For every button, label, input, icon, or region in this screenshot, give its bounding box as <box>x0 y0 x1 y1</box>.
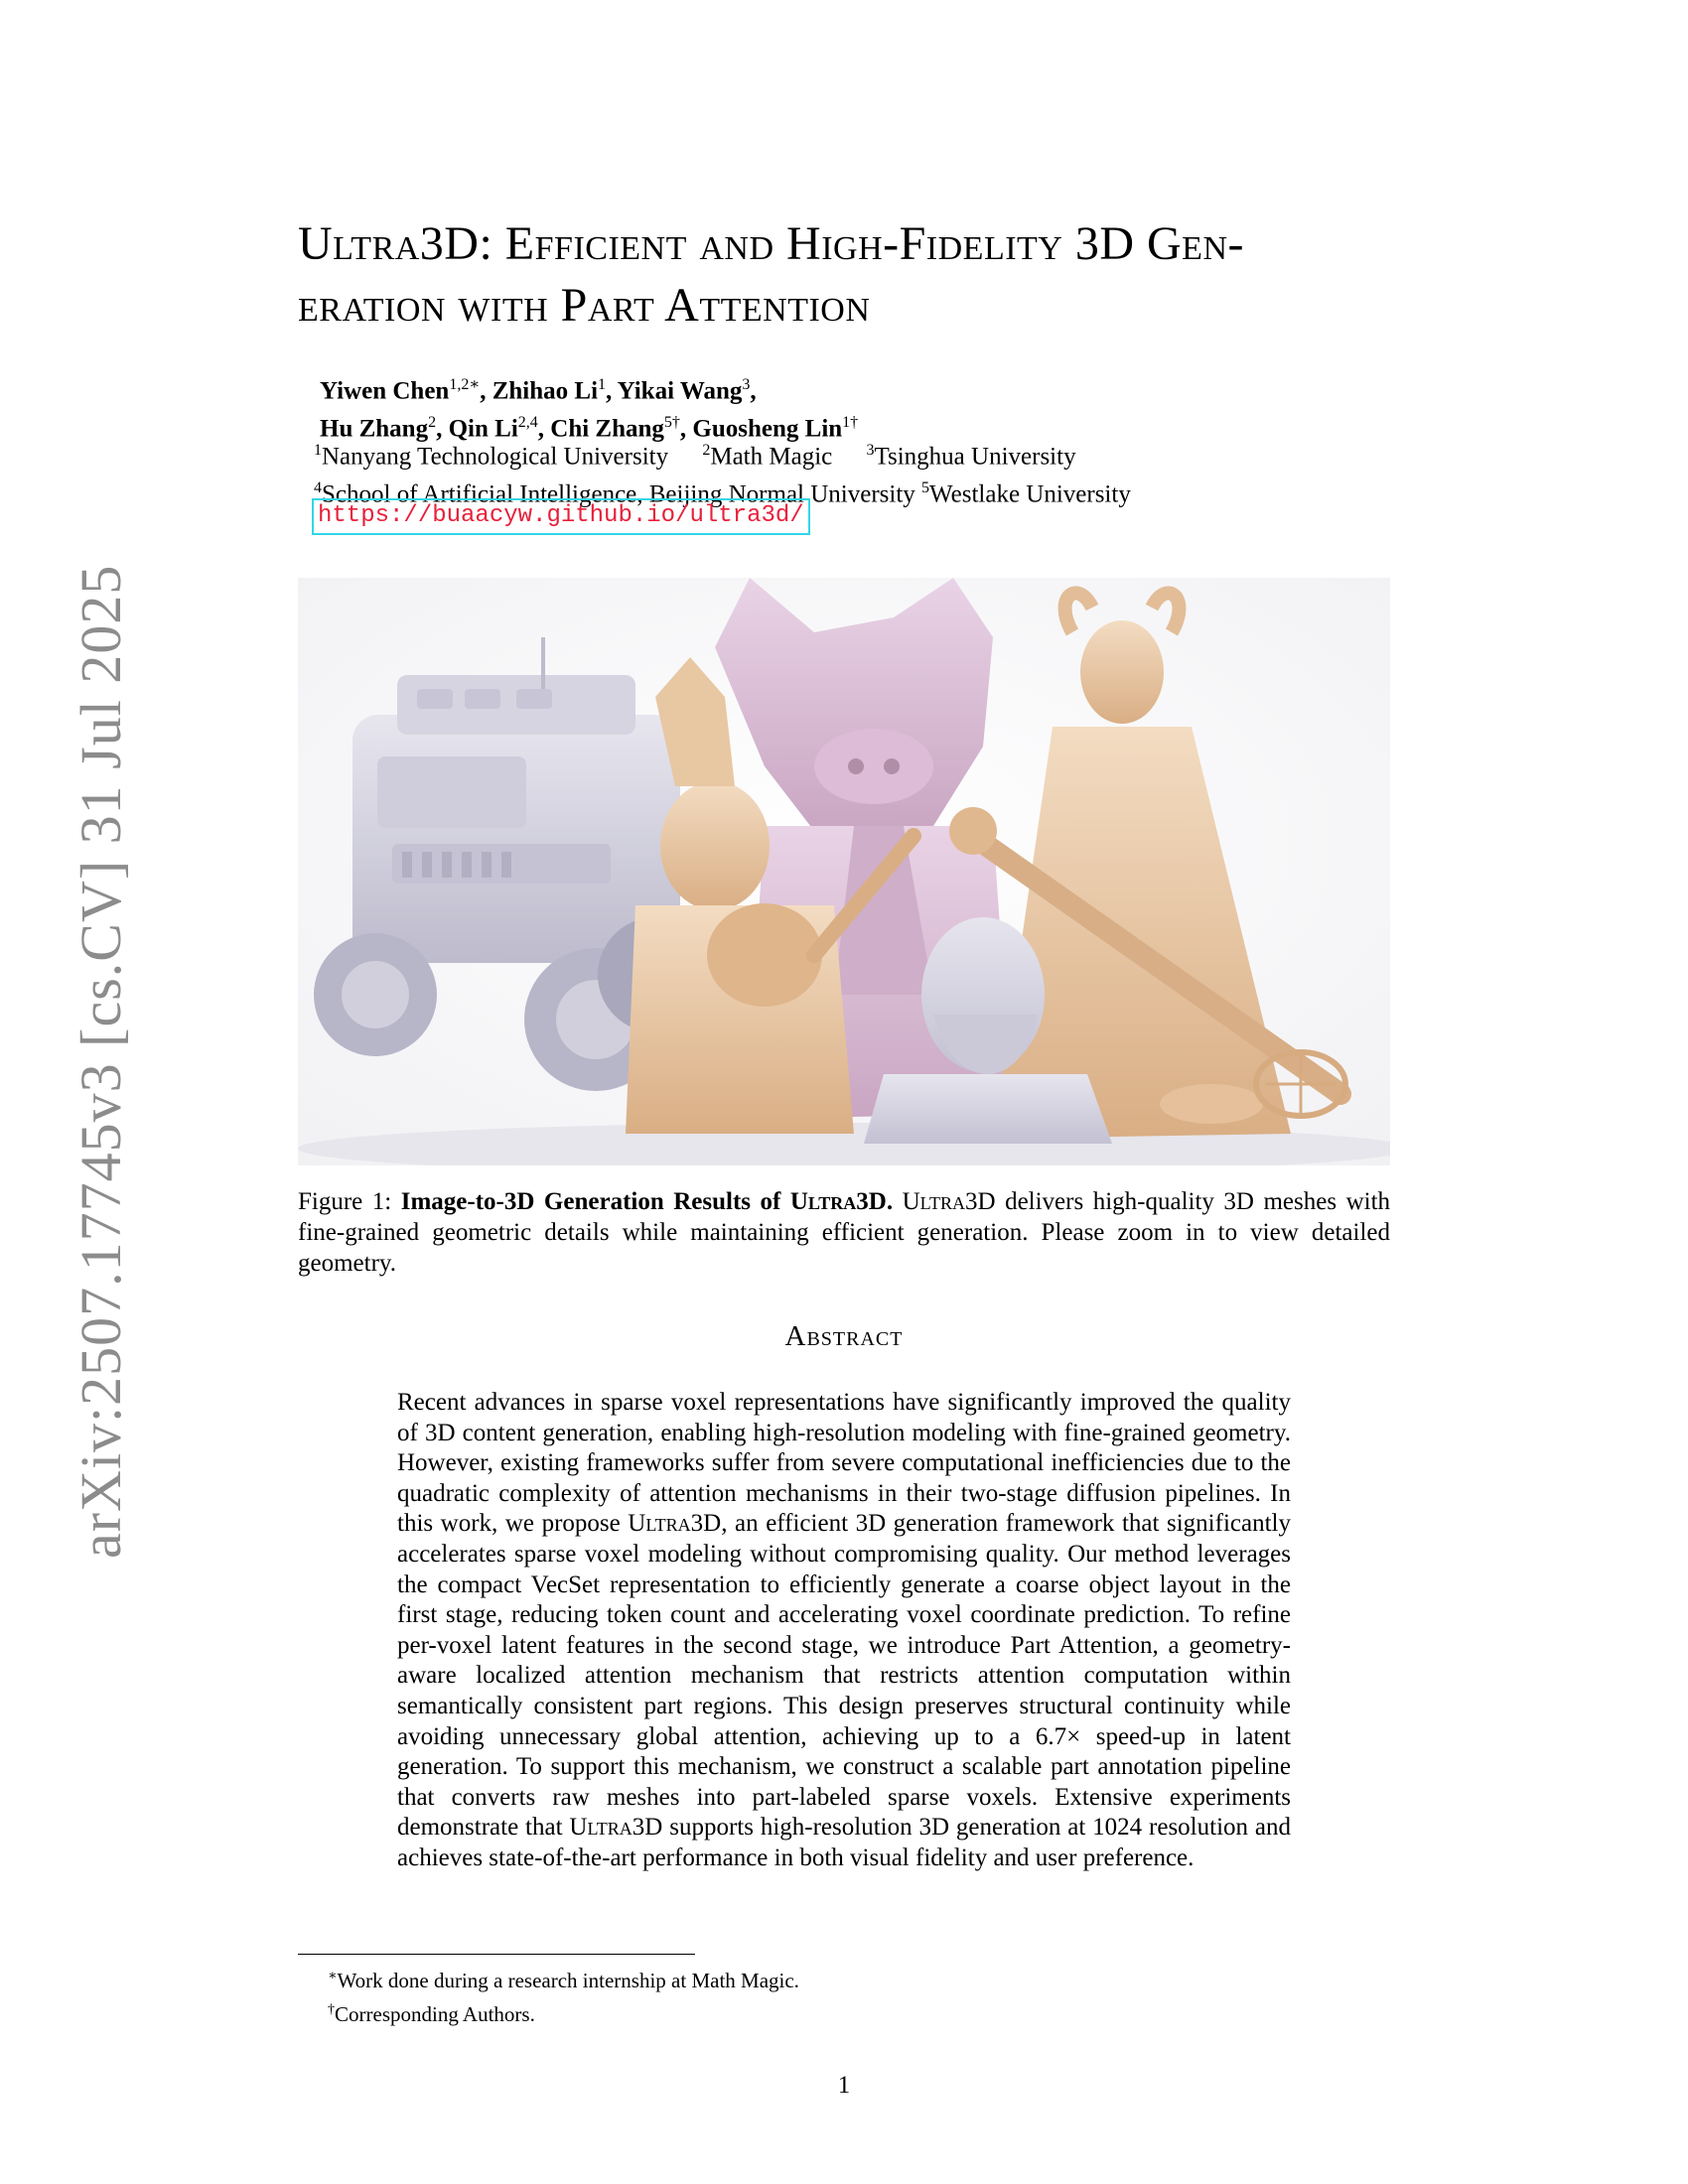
title-line-2: eration with Part Attention <box>298 279 871 332</box>
figure-caption-title: Image-to-3D Generation Results of Ultra3D. <box>400 1188 894 1215</box>
teaser-figure <box>298 578 1390 1165</box>
author-affil: 1,2∗ <box>449 376 481 393</box>
author-name: Yikai Wang <box>617 377 743 405</box>
affiliation: School of Artificial Intelligence, Beijing Normal University <box>322 480 915 508</box>
author-name: Guosheng Lin <box>692 415 843 443</box>
author-affil: 3 <box>742 376 751 393</box>
project-url-link[interactable]: https://buaacyw.github.io/ultra3d/ <box>312 498 810 535</box>
affiliation: Westlake University <box>929 480 1131 508</box>
teaser-render-image <box>298 578 1390 1165</box>
footnote: ∗Work done during a research internship at Math Magic. <box>328 1969 799 1992</box>
author-list: Yiwen Chen$^{1,2∗}$, Zhihao Li$^1$, Yikai Wang$^3$, Hu Zhang$^2$, Qin Li$^{2,4}$, Chi Zhang$^{5\dagger}$, Guosheng Lin$^{1\dagger}$ <box>320 376 859 443</box>
figure-caption-body: delivers high-quality 3D meshes with fine-grained geometric details while maintaining efficient generation. Please zoom in to view detailed geometry. <box>298 1188 1391 1277</box>
title-line-1: Ultra3D: Efficient and High-Fidelity 3D Gen- <box>298 217 1244 270</box>
footnote-divider <box>298 1954 695 1955</box>
footnote: †Corresponding Authors. <box>328 2002 535 2026</box>
affiliation: Tsinghua University <box>874 443 1076 471</box>
author-name: Zhihao Li <box>492 377 599 405</box>
figure-caption <box>298 1186 1390 1279</box>
author-name: Hu Zhang <box>320 415 429 443</box>
abstract-heading: Abstract <box>784 1320 904 1352</box>
author-name: Yiwen Chen <box>320 377 450 405</box>
author-affil: 2,4 <box>517 414 538 432</box>
arxiv-identifier: arXiv:2507.17745v3 [cs.CV] 31 Jul 2025 <box>69 564 133 1559</box>
figure-label: Figure 1: <box>298 1188 392 1215</box>
affiliation: Nanyang Technological University <box>322 443 669 471</box>
author-name: Qin Li <box>448 415 518 443</box>
author-name: Chi Zhang <box>550 415 664 443</box>
affiliation-list: $^1$Nanyang Technological University $^2$Math Magic $^3$Tsinghua University $^4$School of Artificial Intelligence, Beijing Normal University $^5$Westlake University <box>314 442 1131 508</box>
affiliation: Math Magic <box>710 443 833 471</box>
author-affil: 1 <box>598 376 607 393</box>
author-affil: 2 <box>428 414 437 432</box>
page-number: 1 <box>837 2072 851 2099</box>
footnotes <box>328 1962 1221 2029</box>
author-affil: 1† <box>842 414 859 432</box>
paper-title <box>298 213 1390 337</box>
arxiv-side-stamp <box>0 0 133 2184</box>
figure-caption-method: Ultra3D <box>902 1188 996 1215</box>
author-affil: 5† <box>663 414 680 432</box>
abstract-text: Recent advances in sparse voxel representations have significantly improved the quality of 3D content generation, enabling high-resolution modeling with fine-grained geometry. However, existing frameworks suffer from severe computational inefficiencies due to the quadratic complexity of attention mechanisms in their two-stage diffusion pipelines. In this work, we propose Ultra3D, an efficient 3D generation framework that significantly accelerates sparse voxel modeling without compromising quality. Our method leverages the compact VecSet representation to efficiently generate a coarse object layout in the first stage, reducing token count and accelerating voxel coordinate prediction. To refine per-voxel latent features in the second stage, we introduce Part Attention, a geometry-aware localized attention mechanism that restricts attention computation within semantically consistent part regions. This design preserves structural continuity while avoiding unnecessary global attention, achieving up to a 6.7× speed-up in latent generation. To support this mechanism, we construct a scalable part annotation pipeline that converts raw meshes into part-labeled sparse voxels. Extensive experiments demonstrate that Ultra3D supports high-resolution 3D generation at 1024 resolution and achieves state-of-the-art performance in both visual fidelity and user preference. <box>397 1389 1291 1871</box>
